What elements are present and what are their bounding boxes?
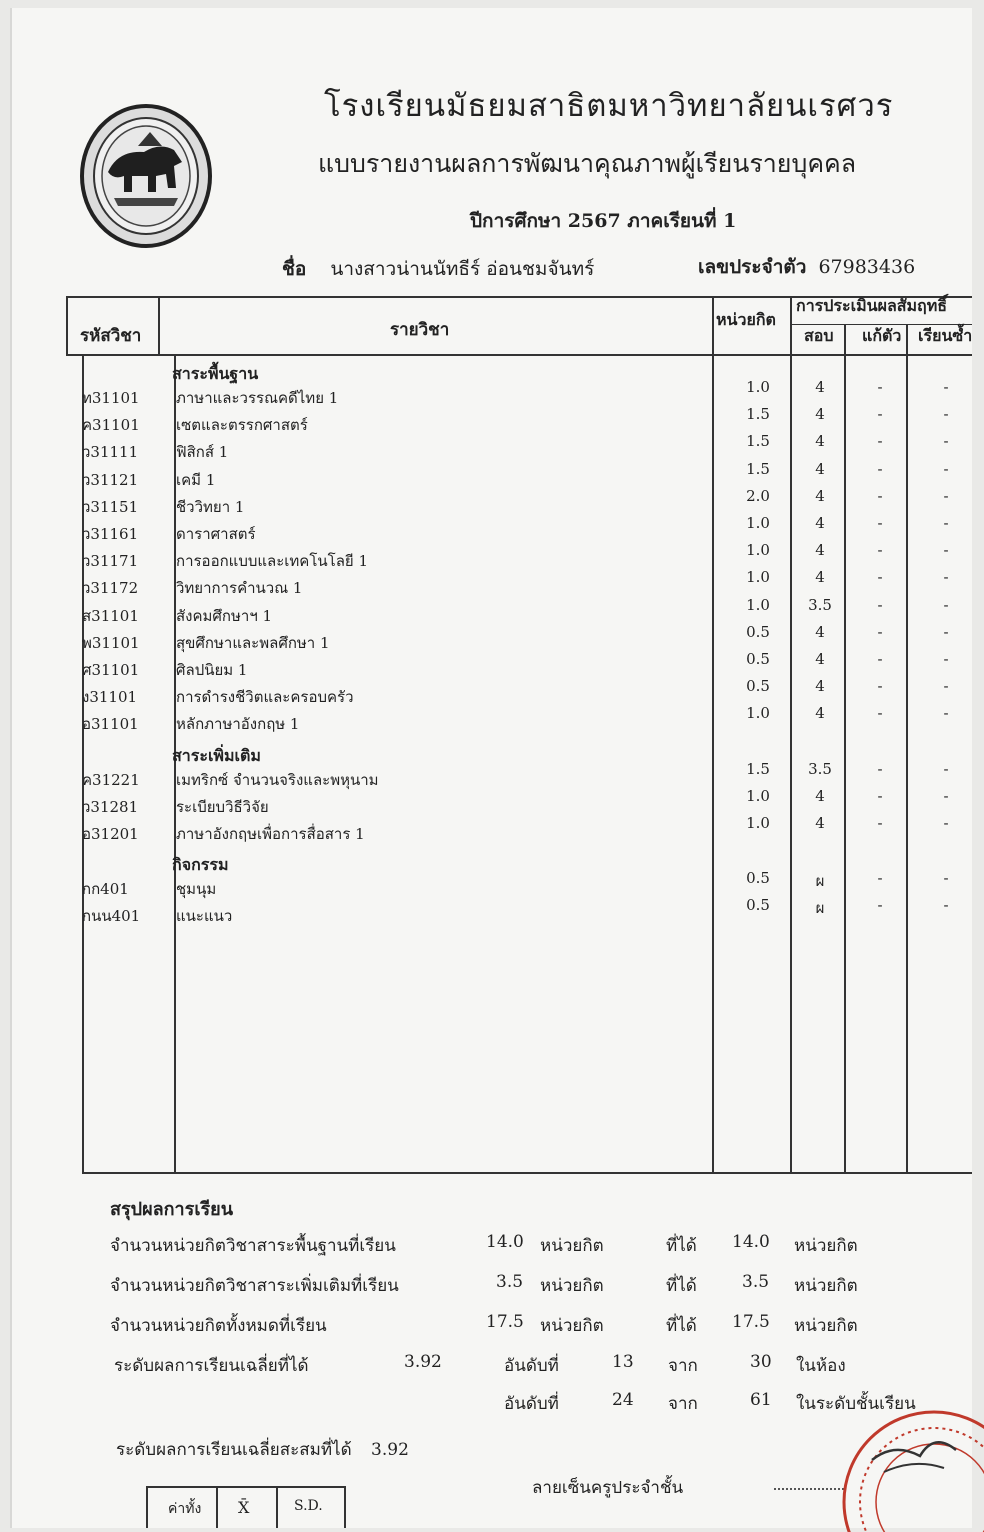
repeat-grade: - [943,541,949,560]
subject-name: เคมี 1 [176,470,216,489]
exam-grade: 4 [815,541,825,560]
fix-grade: - [877,786,883,805]
credit-value: 1.5 [746,759,770,778]
got-label: ที่ได้ [666,1236,697,1256]
credit-value: 0.5 [746,677,770,696]
unit-label: หน่วยกิต [540,1276,604,1296]
signature-label: ลายเซ็นครูประจำชั้น [532,1478,684,1498]
credits-studied: 14.0 [486,1232,524,1252]
credits-studied: 3.5 [496,1272,524,1292]
credit-value: 1.0 [746,541,770,560]
subject-name: การออกแบบและเทคโนโลยี 1 [176,552,368,571]
group-title: สาระพื้นฐาน [172,364,259,383]
stats-divider [276,1488,278,1528]
subject-name: วิทยาการคำนวณ 1 [176,579,303,598]
subject-name: เซตและตรรกศาสตร์ [176,416,308,435]
unit-label: หน่วยกิต [794,1316,858,1336]
level-label: ในระดับชั้นเรียน [796,1394,916,1414]
stats-col-mean: X̄ [238,1498,250,1517]
subject-name: ชีววิทยา 1 [176,497,245,516]
group-title: สาระเพิ่มเติม [172,745,261,765]
repeat-grade: - [943,432,949,451]
credit-value: 0.5 [746,622,770,641]
summary-title: สรุปผลการเรียน [110,1199,234,1220]
fix-grade: - [877,704,883,723]
exam-grade: 4 [815,650,825,668]
unit-label: หน่วยกิต [794,1276,858,1296]
fix-grade: - [877,432,883,451]
subject-name: ชุมนุม [176,880,217,899]
exam-grade: 4 [815,405,825,424]
repeat-grade: - [943,896,949,915]
report-title: แบบรายงานผลการพัฒนาคุณภาพผู้เรียนรายบุคคล [318,149,857,178]
fix-grade: - [877,568,883,587]
subject-code: ง31101 [82,688,138,707]
official-stamp-icon [824,1402,984,1532]
credit-value: 1.5 [746,405,770,424]
summary-row-total [110,1312,950,1340]
subject-name: หลักภาษาอังกฤษ 1 [176,715,300,734]
class-size: 30 [750,1352,772,1372]
summary-label: จำนวนหน่วยกิตทั้งหมดที่เรียน [110,1316,327,1336]
fix-grade: - [877,650,883,668]
repeat-grade: - [943,786,949,805]
credits-earned: 14.0 [732,1232,770,1252]
subject-code: ว31171 [82,552,139,571]
subject-code: ท31101 [82,389,140,407]
fix-grade: - [877,595,883,614]
subject-code: ส31101 [82,606,139,625]
got-label: ที่ได้ [666,1316,697,1336]
summary-row-gpa [110,1352,950,1380]
rank-in-level: 24 [612,1390,634,1410]
repeat-grade: - [943,514,949,532]
repeat-grade: - [943,704,949,723]
from-label: จาก [668,1356,698,1376]
exam-grade: ผ [815,872,825,891]
level-size: 61 [750,1390,772,1410]
class-label: ในห้อง [796,1356,846,1376]
header-repeat: เรียนซ้ำ [918,326,973,345]
subject-name: แนะแนว [176,907,233,926]
subject-code: ค31101 [82,416,140,435]
col-subject-divider [712,296,714,1174]
exam-grade: 4 [815,432,825,451]
header-assessment: การประเมินผลสัมฤทธิ์ [796,296,948,315]
subject-code: ว31111 [82,443,139,462]
summary-row-basic [110,1232,950,1260]
subject-name: สังคมศึกษาฯ 1 [176,606,273,625]
subject-name: ฟิสิกส์ 1 [176,443,229,462]
col-exam-divider [844,324,846,1174]
name-label: ชื่อ [282,258,307,280]
fix-grade: - [877,541,883,560]
subject-name: การดำรงชีวิตและครอบครัว [176,688,354,707]
student-name-line [282,254,594,284]
subject-code: อ31101 [82,715,139,734]
unit-label: หน่วยกิต [540,1236,604,1256]
subject-code: ว31172 [82,579,139,598]
credit-value: 1.0 [746,514,770,532]
unit-label: หน่วยกิต [540,1316,604,1336]
fix-grade: - [877,759,883,778]
exam-grade: 4 [815,814,825,832]
repeat-grade: - [943,459,949,478]
credits-earned: 3.5 [742,1272,770,1292]
school-seal-icon [78,102,214,250]
repeat-grade: - [943,814,949,832]
repeat-grade: - [943,650,949,668]
stats-divider [216,1488,218,1528]
table-border-bottom [82,1172,972,1174]
rank-label: อันดับที่ [504,1356,559,1376]
subject-code: กนน401 [82,907,141,926]
credit-value: 0.5 [746,869,770,888]
fix-grade: - [877,622,883,641]
grades-table [66,284,972,1178]
credit-value: 1.5 [746,432,770,451]
credit-value: 1.0 [746,704,770,723]
rank-label: อันดับที่ [504,1394,559,1414]
credit-value: 1.0 [746,595,770,614]
subject-name: ระเบียบวิธีวิจัย [176,797,269,816]
credit-value: 2.0 [746,486,770,505]
header-divider [66,354,972,356]
academic-year: ปีการศึกษา 2567 ภาคเรียนที่ 1 [470,210,737,232]
summary-label: จำนวนหน่วยกิตวิชาสาระพื้นฐานที่เรียน [110,1236,396,1256]
summary-row-additional [110,1272,950,1300]
subject-name: สุขศึกษาและพลศึกษา 1 [176,633,330,652]
repeat-grade: - [943,486,949,505]
fix-grade: - [877,677,883,696]
exam-grade: 4 [815,514,825,532]
subject-code: อ31201 [82,825,139,843]
gpa-value: 3.92 [404,1352,442,1372]
student-name: นางสาวน่านนัทธีร์ อ่อนชมจันทร์ [330,258,595,280]
cum-gpa-label: ระดับผลการเรียนเฉลี่ยสะสมที่ได้ [116,1440,352,1460]
from-label: จาก [668,1394,698,1414]
subject-code: ศ31101 [82,661,140,679]
subject-code: กก401 [82,880,129,899]
exam-grade: 4 [815,704,825,723]
col-credit-divider [790,296,792,1174]
cum-gpa-value: 3.92 [371,1440,409,1460]
fix-grade: - [877,896,883,915]
credit-value: 0.5 [746,650,770,668]
header-exam: สอบ [804,326,834,345]
repeat-grade: - [943,759,949,778]
repeat-grade: - [943,378,949,396]
header-code: รหัสวิชา [80,326,142,346]
subject-code: พ31101 [82,633,140,652]
fix-grade: - [877,814,883,832]
col-fix-divider [906,324,908,1174]
cumulative-gpa [116,1436,409,1463]
col-left-border-header [66,296,68,354]
exam-grade: 4 [815,677,825,696]
subject-name: ดาราศาสตร์ [176,525,256,543]
report-sheet [10,8,972,1528]
subject-code: ว31151 [82,497,139,516]
credit-value: 1.0 [746,568,770,587]
stats-table [146,1486,346,1528]
stats-col-sd: S.D. [294,1498,323,1514]
credit-value: 0.5 [746,896,770,915]
credit-value: 1.5 [746,459,770,478]
fix-grade: - [877,405,883,424]
id-label: เลขประจำตัว [698,256,807,278]
credit-value: 1.0 [746,378,770,396]
exam-grade: 3.5 [808,759,832,778]
subject-code: ว31281 [82,797,139,816]
credits-studied: 17.5 [486,1312,524,1332]
exam-grade: 4 [815,486,825,505]
student-id: 67983436 [818,256,916,278]
subject-name: ศิลปนิยม 1 [176,661,248,679]
fix-grade: - [877,486,883,505]
subject-name: เมทริกซ์ จำนวนจริงและพหุนาม [176,770,379,789]
fix-grade: - [877,459,883,478]
unit-label: หน่วยกิต [794,1236,858,1256]
exam-grade: 4 [815,459,825,478]
repeat-grade: - [943,622,949,641]
exam-grade: 4 [815,568,825,587]
stats-col-1: ค่าทั้ง [168,1501,202,1517]
school-name: โรงเรียนมัธยมสาธิตมหาวิทยาลัยนเรศวร [324,88,894,124]
subject-name: ภาษาอังกฤษเพื่อการสื่อสาร 1 [176,825,365,843]
exam-grade: 4 [815,622,825,641]
group-title: กิจกรรม [172,855,229,875]
header-subject: รายวิชา [390,320,450,340]
fix-grade: - [877,514,883,532]
repeat-grade: - [943,595,949,614]
credits-earned: 17.5 [732,1312,770,1332]
header-credit: หน่วยกิต [716,310,776,329]
rank-in-class: 13 [612,1352,634,1372]
credit-value: 1.0 [746,786,770,805]
exam-grade: 4 [815,786,825,805]
exam-grade: 4 [815,378,825,396]
fix-grade: - [877,869,883,888]
subject-name: ภาษาและวรรณคดีไทย 1 [176,389,339,407]
gpa-label: ระดับผลการเรียนเฉลี่ยที่ได้ [114,1356,309,1376]
repeat-grade: - [943,677,949,696]
subject-code: ค31221 [82,770,140,789]
header-fix: แก้ตัว [862,326,902,345]
repeat-grade: - [943,869,949,888]
subject-code: ว31121 [82,470,139,489]
exam-grade: ผ [815,899,825,918]
fix-grade: - [877,378,883,396]
credit-value: 1.0 [746,814,770,832]
repeat-grade: - [943,405,949,424]
got-label: ที่ได้ [666,1276,697,1296]
repeat-grade: - [943,568,949,587]
summary-label: จำนวนหน่วยกิตวิชาสาระเพิ่มเติมที่เรียน [110,1276,399,1296]
subject-code: ว31161 [82,525,139,543]
col-code-divider-header [158,296,160,354]
exam-grade: 3.5 [808,595,832,614]
student-id-line [698,252,915,282]
